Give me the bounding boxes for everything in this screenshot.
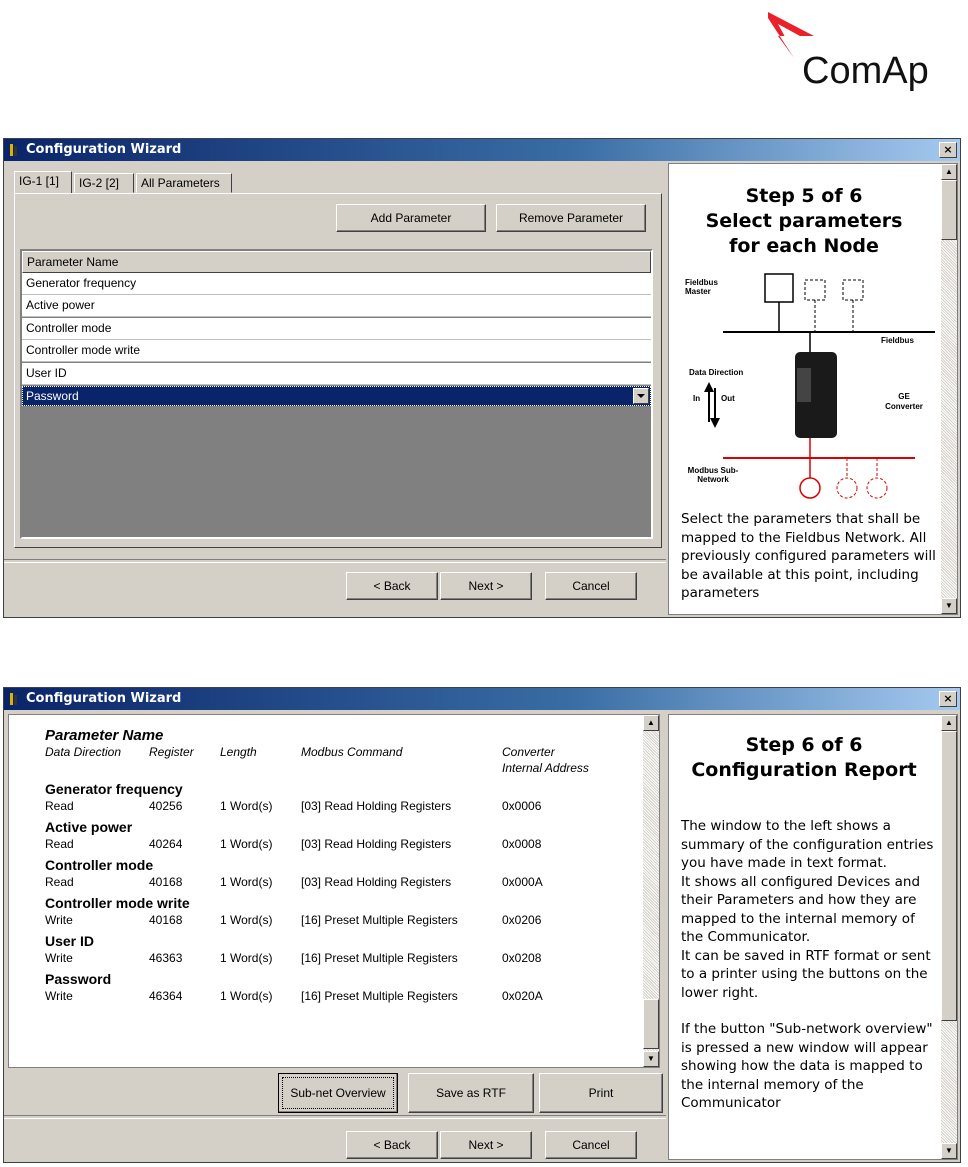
step5-description: Select the parameters that shall be mapped to the Fieldbus Network. All previously configured parameters will be available at this point, including parameters [681,511,936,601]
report-entry-name: Generator frequency [45,781,183,797]
chevron-down-icon [634,389,648,403]
title-bar[interactable] [4,688,960,710]
description-p2: It shows all configured Devices and their Parameters and how they are mapped to the internal memory of the Communicator. [681,873,921,945]
report-entry-command: [03] Read Holding Registers [301,799,452,813]
back-button[interactable]: < Back [346,572,438,600]
report-entry-direction: Write [45,913,73,927]
col-converter: Converter [502,745,555,759]
report-entry-command: [16] Preset Multiple Registers [301,913,458,927]
configuration-wizard-window-step6 [3,687,961,1163]
help-panel-step6 [668,714,958,1160]
label-data-direction: Data Direction [689,368,744,377]
grid-header[interactable]: Parameter Name [22,251,651,273]
close-button[interactable]: × [939,142,957,158]
report-entry-length: 1 Word(s) [220,799,273,813]
report-entry-register: 46364 [149,989,183,1003]
report-entry-length: 1 Word(s) [220,989,273,1003]
remove-parameter-button[interactable]: Remove Parameter [496,204,646,232]
report-entry-direction: Read [45,799,74,813]
cancel-button[interactable]: Cancel [545,1131,637,1159]
window-title: Configuration Wizard [26,691,182,706]
app-icon [9,692,19,706]
report-entry-register: 40168 [149,913,183,927]
scroll-up-button[interactable]: ▲ [941,164,957,180]
report-entry-address: 0x0206 [502,913,542,927]
scroll-up-button[interactable]: ▲ [941,715,957,731]
step-label: Step 5 of 6 [745,185,863,207]
selected-row-label: Password [26,389,79,403]
scroll-up-button[interactable]: ▲ [643,715,659,731]
report-entry-address: 0x000A [502,875,543,889]
grid-row-generator-frequency[interactable]: Generator frequency [22,273,651,295]
grid-row-password-selected[interactable] [22,386,651,406]
step6-description [681,817,939,1113]
logo-text: ComAp [802,50,929,92]
help-scrollbar[interactable] [941,715,957,1159]
report-entry-length: 1 Word(s) [220,951,273,965]
save-as-rtf-button[interactable]: Save as RTF [408,1073,534,1113]
subnet-overview-button[interactable]: Sub-net Overview [278,1073,398,1113]
print-button[interactable]: Print [539,1073,663,1113]
title-bar[interactable] [4,139,960,161]
report-entry-direction: Write [45,989,73,1003]
report-entry-direction: Write [45,951,73,965]
separator [4,1115,666,1119]
scroll-down-button[interactable]: ▼ [941,1143,957,1159]
report-entry-name: Controller mode [45,857,154,873]
report-entry-address: 0x0208 [502,951,542,965]
report-entry-name: Active power [45,819,133,835]
grid-row-user-id[interactable]: User ID [22,363,651,385]
report-entry-command: [03] Read Holding Registers [301,837,452,851]
report-entry-name: Password [45,971,112,987]
report-entry-register: 40256 [149,799,183,813]
col-data-direction: Data Direction [45,745,122,759]
label-fieldbus-master: Fieldbus Master [685,278,718,296]
grid-row-controller-mode-write[interactable]: Controller mode write [22,340,651,362]
back-button[interactable]: < Back [346,1131,438,1159]
scroll-down-button[interactable]: ▼ [941,598,957,614]
col-register: Register [149,745,194,759]
report-entry-direction: Read [45,875,74,889]
report-entry-name: User ID [45,933,95,949]
label-in: In [693,394,701,403]
report-entry-register: 46363 [149,951,183,965]
col-internal-address: Internal Address [502,761,589,775]
report-entry-register: 40264 [149,837,183,851]
step-heading: Select parameters for each Node [705,210,903,257]
report-entry-address: 0x0006 [502,799,542,813]
add-parameter-button[interactable]: Add Parameter [336,204,486,232]
label-out: Out [721,394,735,403]
tab-all-parameters[interactable]: All Parameters [136,173,232,193]
scroll-thumb[interactable] [941,180,957,240]
tab-ig2[interactable]: IG-2 [2] [74,173,134,193]
label-ge-converter: GE Converter [885,392,923,411]
network-diagram [685,272,939,510]
separator [4,559,666,563]
tab-strip [14,171,664,193]
help-panel-step5 [668,163,958,615]
report-entry-length: 1 Word(s) [220,913,273,927]
cancel-button[interactable]: Cancel [545,572,637,600]
next-button[interactable]: Next > [440,572,532,600]
report-entry-address: 0x0008 [502,837,542,851]
scroll-down-button[interactable]: ▼ [643,1051,659,1067]
description-p1: The window to the left shows a summary of the configuration entries you have made in text format. [681,818,934,871]
report-entry-name: Controller mode write [45,895,190,911]
tab-ig1[interactable]: IG-1 [1] [14,171,72,194]
configuration-wizard-window-step5 [3,138,961,618]
grid-row-controller-mode[interactable]: Controller mode [22,318,651,340]
label-modbus-subnetwork: Modbus Sub-Network [687,466,739,484]
step-heading: Configuration Report [691,759,917,781]
report-entry-length: 1 Word(s) [220,837,273,851]
report-entry-command: [16] Preset Multiple Registers [301,951,458,965]
grid-row-active-power[interactable]: Active power [22,295,651,317]
scroll-thumb[interactable] [941,731,957,1021]
report-entry-length: 1 Word(s) [220,875,273,889]
parameter-grid [20,249,653,539]
report-entry-direction: Read [45,837,74,851]
app-icon [9,143,19,157]
description-p3: It can be saved in RTF format or sent to a printer using the buttons on the lower right. [681,947,931,1001]
description-p4: If the button "Sub-network overview" is pressed a new window will appear showing how the data is mapped to the internal memory of the Communicator [681,1021,933,1111]
configuration-report [8,714,660,1068]
report-entry-address: 0x020A [502,989,543,1003]
report-scrollbar[interactable] [643,715,659,1067]
report-heading: Parameter Name [45,727,164,744]
next-button[interactable]: Next > [440,1131,532,1159]
step-label: Step 6 of 6 [745,734,863,756]
comap-logo [762,6,952,98]
report-entry-register: 40168 [149,875,183,889]
scroll-thumb[interactable] [643,999,659,1049]
label-fieldbus: Fieldbus [881,336,914,345]
col-modbus-command: Modbus Command [301,745,403,759]
help-scrollbar[interactable] [941,164,957,614]
report-entry-command: [16] Preset Multiple Registers [301,989,458,1003]
dropdown-arrow-button[interactable] [633,388,649,404]
window-title: Configuration Wizard [26,142,182,157]
close-button[interactable]: × [939,691,957,707]
report-entry-command: [03] Read Holding Registers [301,875,452,889]
col-length: Length [220,745,257,759]
